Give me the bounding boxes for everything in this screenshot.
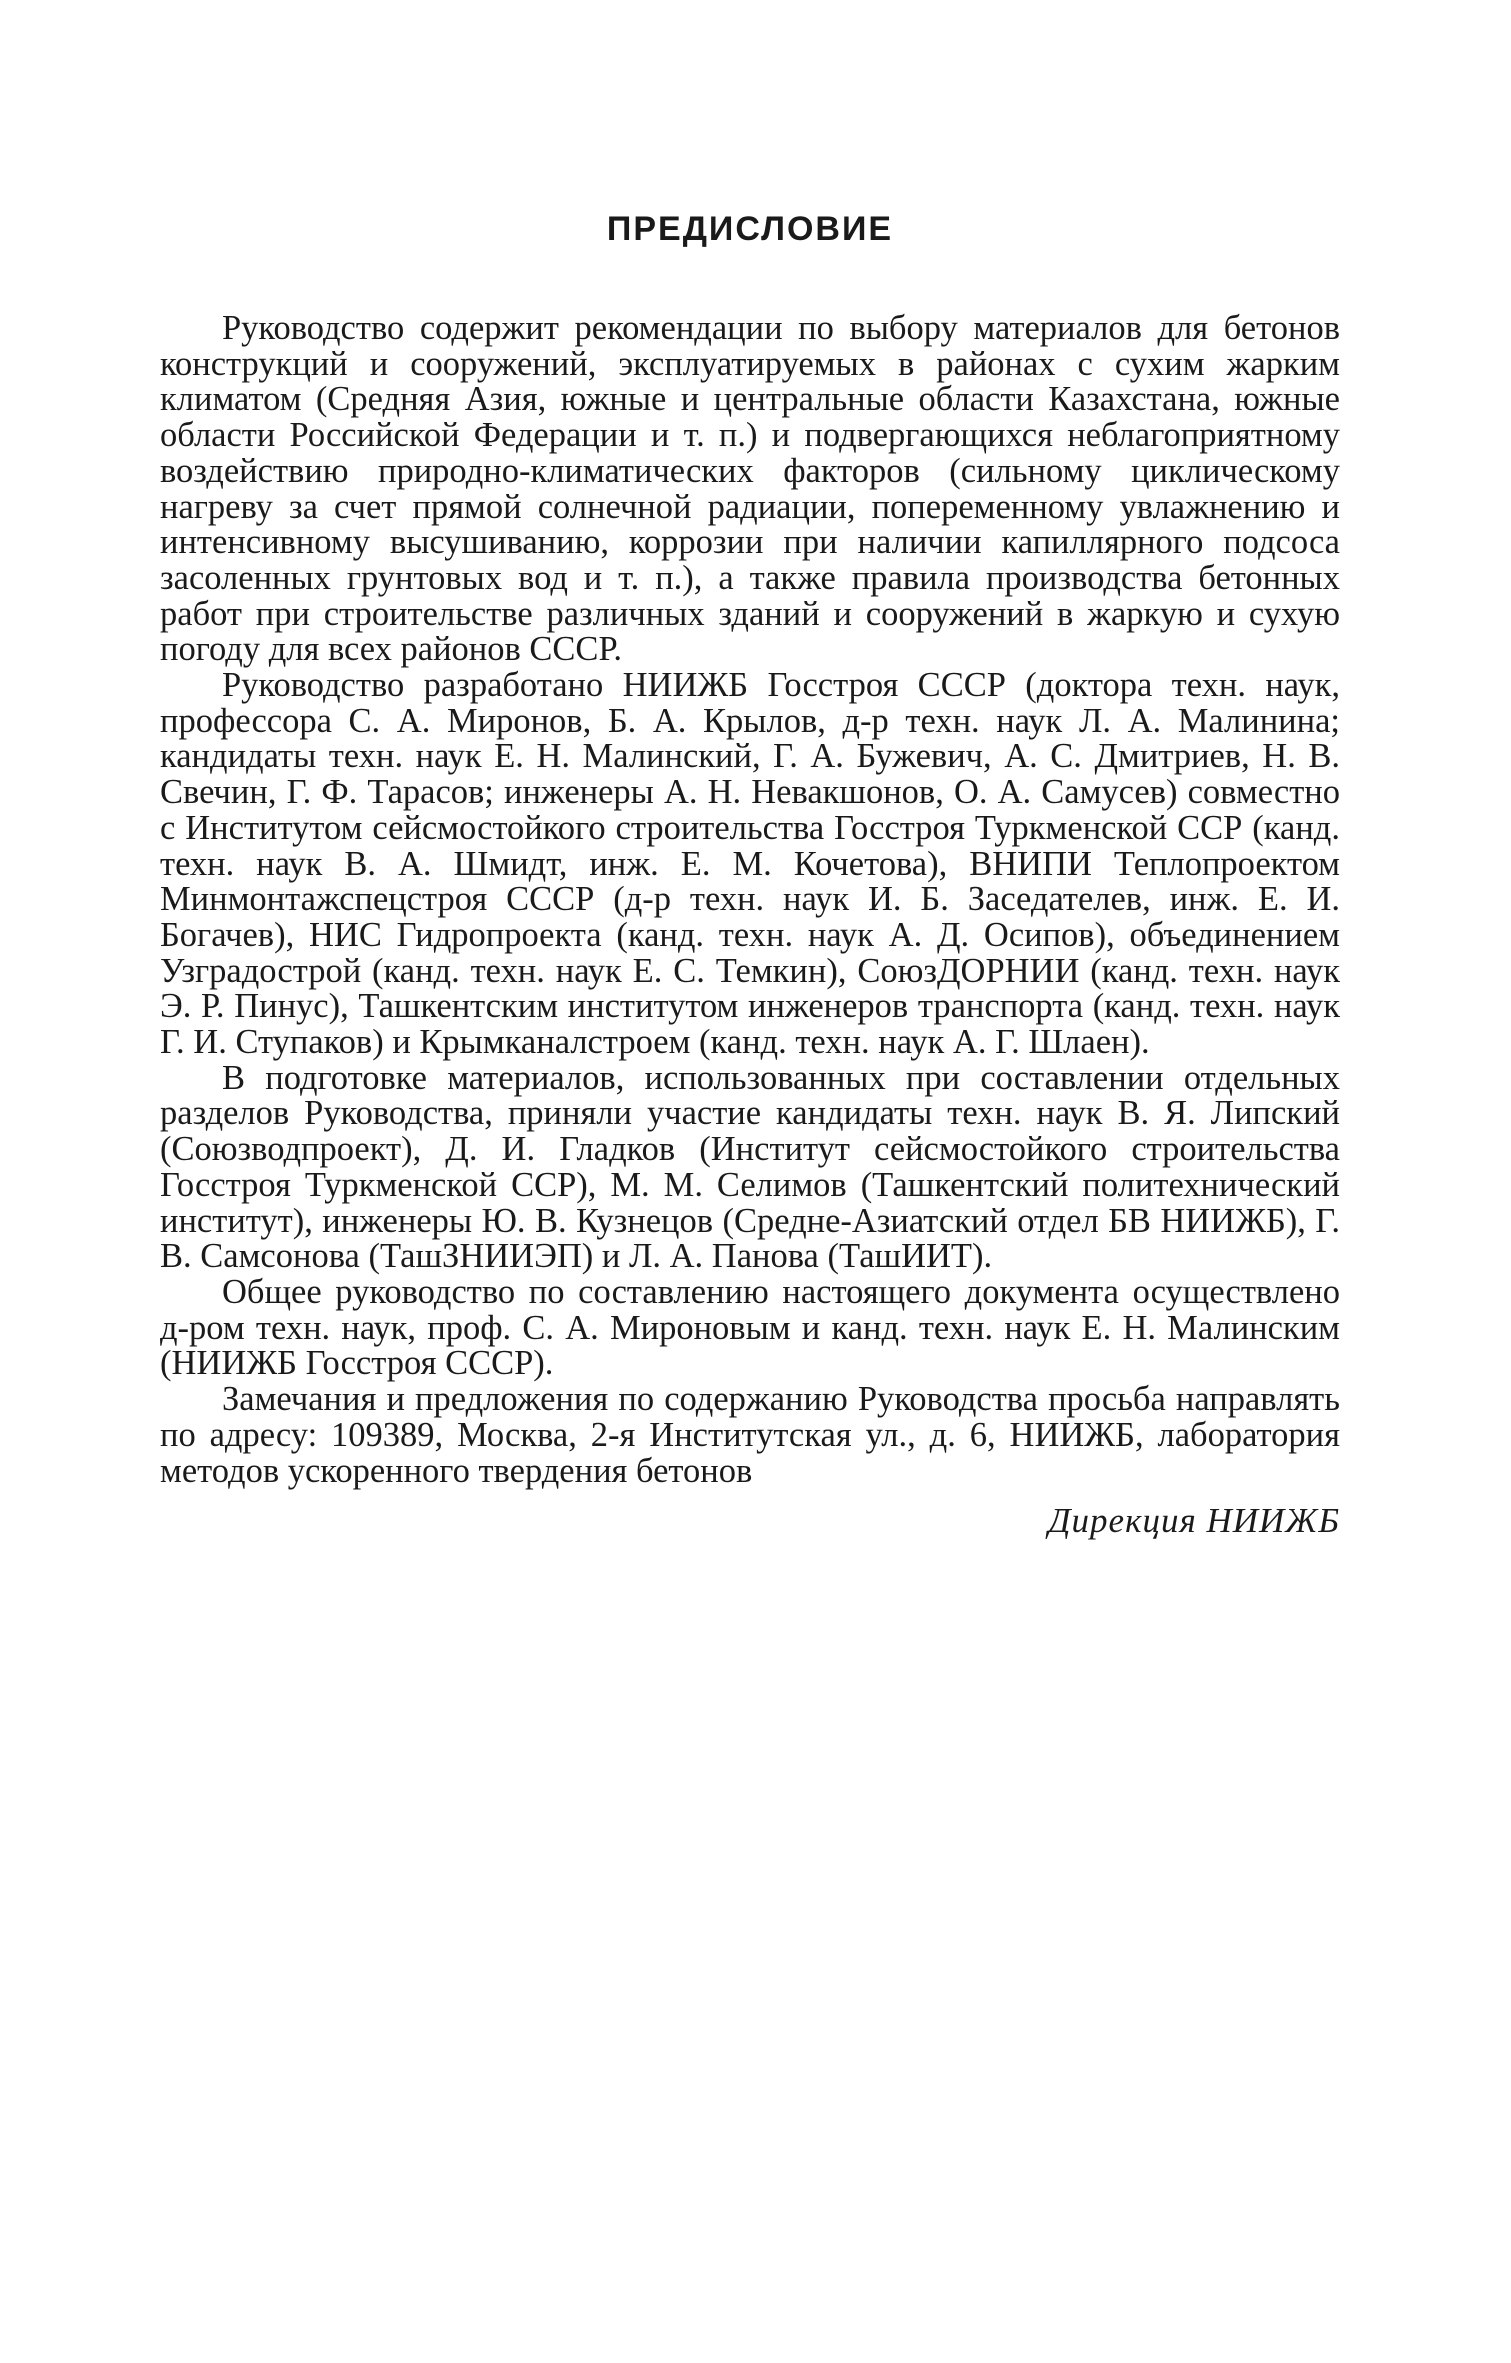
- document-page: [160, 200, 1340, 1541]
- paragraph-feedback-address: Замечания и предложения по содержанию Руководства просьба направлять по адресу: 109389, Москва, 2-я Институтская ул., д. 6, НИИЖБ, лаборатория методов ускоренного твердения бетонов: [160, 1380, 1340, 1490]
- paragraph-general-supervision: Общее руководство по составлению настоящего документа осуществлено д-ром техн. наук, проф. С. А. Мироновым и канд. техн. наук Е. Н. Малинским (НИИЖБ Госстроя СССР).: [160, 1272, 1340, 1383]
- signature: Дирекция НИИЖБ: [1048, 1501, 1340, 1541]
- paragraph-authors: Руководство разработано НИИЖБ Госстроя СССР (доктора техн. наук, профессора С. А. Миронов, Б. А. Крылов, д-р техн. наук Л. А. Малинина; кандидаты техн. наук Е. Н. Малинский, Г. А. Бужевич, А. С. Дмитриев, Н. В. Свечин, Г. Ф. Тарасов; инженеры А. Н. Невакшонов, О. А. Самусев) совместно с Институтом сейсмостойкого строительства Госстроя Туркменской ССР (канд. техн. наук В. А. Шмидт, инж. Е. М. Кочетова), ВНИПИ Теплопроектом Минмонтажспецстроя СССР (д-р техн. наук И. Б. Заседателев, инж. Е. И. Богачев), НИС Гидропроекта (канд. техн. наук А. Д. Осипов), объединением Узградострой (канд. техн. наук Е. С. Темкин), СоюзДОРНИИ (канд. техн. наук Э. Р. Пинус), Ташкентским институтом инженеров транспорта (канд. техн. наук Г. И. Ступаков) и Крымканалстроем (канд. техн. наук А. Г. Шлаен).: [160, 666, 1340, 1062]
- page-title: ПРЕДИСЛОВИЕ: [606, 210, 894, 248]
- paragraph-contributors: В подготовке материалов, использованных при составлении отдельных разделов Руководства, приняли участие кандидаты техн. наук В. Я. Липский (Союзводпроект), Д. И. Гладков (Институт сейсмостойкого строительства Госстроя Туркменской ССР), М. М. Селимов (Ташкентский политехнический институт), инженеры Ю. В. Кузнецов (Средне-Азиатский отдел БВ НИИЖБ), Г. В. Самсонова (ТашЗНИИЭП) и Л. А. Панова (ТашИИТ).: [160, 1058, 1340, 1276]
- paragraph-scope: Руководство содержит рекомендации по выбору материалов для бетонов конструкций и сооружений, эксплуатируемых в районах с сухим жарким климатом (Средняя Азия, южные и центральные области Казахстана, южные области Российской Федерации и т. п.) и подвергающихся неблагоприятному воздействию природно-климатических факторов (сильному циклическому нагреву за счет прямой солнечной радиации, попеременному увлажнению и интенсивному высушиванию, коррозии при наличии капиллярного подсоса засоленных грунтовых вод и т. п.), а также правила производства бетонных работ при строительстве различных зданий и сооружений в жаркую и сухую погоду для всех районов СССР.: [160, 309, 1340, 669]
